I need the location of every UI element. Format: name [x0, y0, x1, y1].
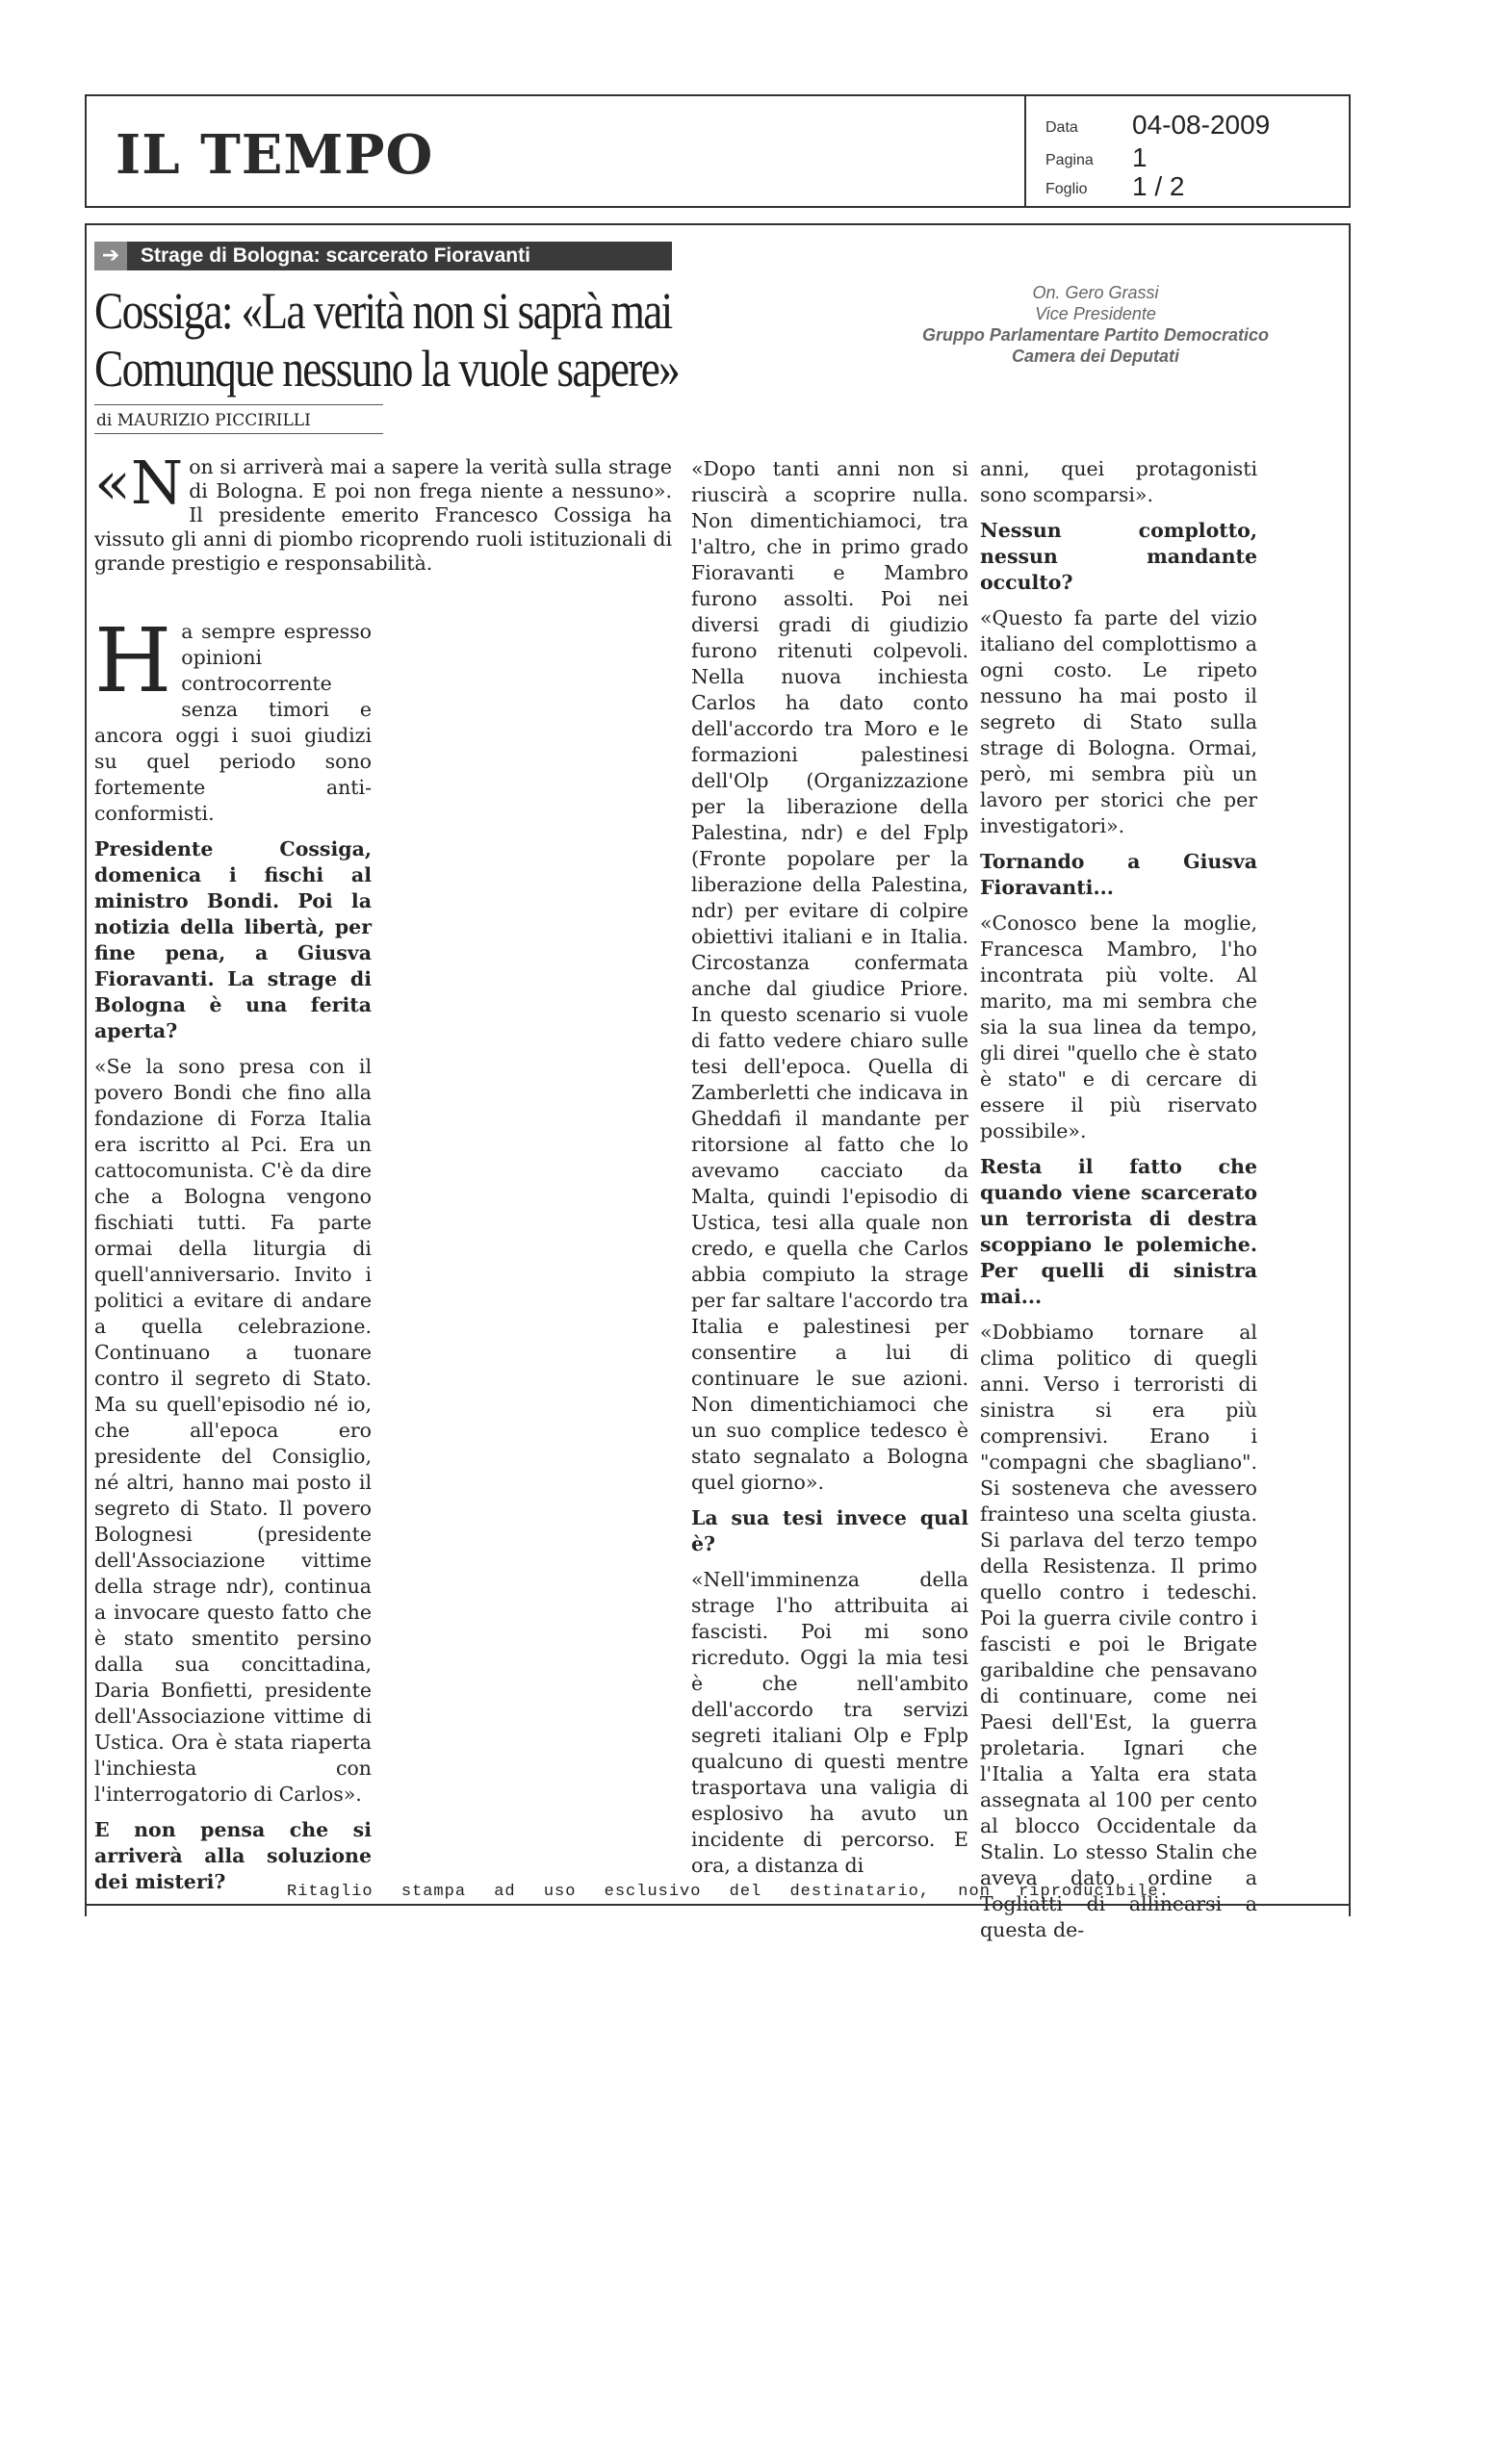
- headline-line-2: Comunque nessuno la vuole sapere»: [94, 340, 680, 398]
- dropcap: H: [94, 609, 172, 712]
- arrow-right-icon: ➔: [94, 242, 127, 270]
- question: Tornando a Giusva Fioravanti...: [980, 850, 1257, 899]
- question: Nessun complotto, nessun mandante occulto?: [980, 519, 1257, 594]
- question: Presidente Cossiga, domenica i fischi al ministro Bondi. Poi la notizia della libertà, per fine pena, a Giusva Fioravanti. La strage di Bologna è una ferita aperta?: [94, 837, 372, 1042]
- meta-pagina-value: 1: [1132, 142, 1148, 172]
- column-1: [94, 609, 372, 1905]
- note-line-1: On. Gero Grassi: [1032, 283, 1159, 302]
- paragraph: anni, quei protagonisti sono scomparsi».: [980, 457, 1257, 506]
- note-line-3: Gruppo Parlamentare Partito Democratico: [921, 325, 1270, 345]
- footer-rule: [85, 1904, 1351, 1906]
- lead-paragraph: [94, 448, 672, 576]
- footer-notice: Ritaglio stampa ad uso esclusivo del destinatario, non riproducibile.: [287, 1883, 1170, 1901]
- paragraph: [94, 609, 372, 827]
- lead-text: on si arriverà mai a sapere la verità sulla strage di Bologna. E poi non frega niente a nessuno». Il presidente emerito Francesco Cossiga ha vissuto gli anni di piombo ricoprendo ruoli istituzionali di grande prestigio e responsabilità.: [94, 455, 672, 575]
- masthead: [85, 94, 1351, 208]
- paragraph-text: a sempre espresso opinioni controcorrente senza timori e ancora oggi i suoi giudizi su quel periodo sono fortemente anti-conformisti.: [94, 620, 372, 825]
- meta-data-value: 04-08-2009: [1132, 110, 1271, 140]
- author-byline: di MAURIZIO PICCIRILLI: [96, 411, 311, 430]
- meta-foglio-label: Foglio: [1045, 181, 1088, 197]
- stamp-note: [874, 282, 1317, 367]
- paragraph: «Nell'imminenza della strage l'ho attribuita ai fascisti. Poi mi sono ricreduto. Oggi la mia tesi è che nell'ambito dell'accordo tra servizi segreti italiani Olp e Fplp qualcuno di questi mentre trasportava una valigia di esplosivo ha avuto un incidente di percorso. E ora, a distanza di: [691, 1568, 968, 1877]
- note-line-2: Vice Presidente: [1035, 304, 1156, 323]
- meta-data-label: Data: [1045, 119, 1078, 136]
- paragraph: «Dopo tanti anni non si riuscirà a scoprire nulla. Non dimentichiamoci, tra l'altro, che in primo grado Fioravanti e Mambro furono assolti. Poi nei diversi gradi di giudizio furono ritenuti colpevoli. Nella nuova inchiesta Carlos ha dato conto dell'accordo tra Moro e le formazioni palestinesi dell'Olp (Organizzazione per la liberazione della Palestina, ndr) e del Fplp (Fronte popolare per la liberazione della Palestina, ndr) per evitare di colpire obiettivi italiani e in Italia. Circostanza confermata anche dal giudice Priore. In questo scenario si vuole di fatto vedere chiaro sulle tesi dell'epoca. Quella di Zamberletti che indicava in Gheddafi il mandante per ritorsione al fatto che lo avevamo cacciato da Malta, quindi l'episodio di Ustica, tesi alla quale non credo, e quella che Carlos abbia compiuto la strage per far saltare l'accordo tra Italia e palestinesi per consentire a lui di continuare le sue azioni. Non dimentichiamoci che un suo complice tedesco è stato segnalato a Bologna quel giorno».: [691, 457, 968, 1494]
- meta-pagina-label: Pagina: [1045, 152, 1094, 168]
- paragraph: «Dobbiamo tornare al clima politico di quegli anni. Verso i terroristi di sinistra si era più comprensivi. Erano i "compagni che sbagliano". Si sosteneva che avessero frainteso una scelta giusta. Si parlava del terzo tempo della Resistenza. Il primo quello contro i tedeschi. Poi la guerra civile contro i fascisti e poi le Brigate garibaldine che pensavano di continuare, come nei Paesi dell'Est, la guerra proletaria. Ignari che l'Italia a Yalta era stata assegnata al 100 per cento al blocco Occidentale da Stalin. Lo stesso Stalin che aveva dato ordine a Togliatti di allinearsi a questa de-: [980, 1321, 1257, 1941]
- newspaper-logo: IL TEMPO: [116, 123, 434, 187]
- question: E non pensa che si arriverà alla soluzione dei misteri?: [94, 1818, 372, 1893]
- headline: [94, 282, 679, 398]
- paragraph: «Se la sono presa con il povero Bondi che fino alla fondazione di Forza Italia era iscritto al Pci. Era un cattocomunista. C'è da dire che a Bologna vengono fischiati tutti. Fa parte ormai della liturgia di quell'anniversario. Invito i politici a evitare di andare a quella celebrazione. Continuano a tuonare contro il segreto di Stato. Ma su quell'episodio né io, che all'epoca ero presidente del Consiglio, né altri, hanno mai posto il segreto di Stato. Il povero Bolognesi (presidente dell'Associazione vittime della strage ndr), continua a invocare questo fatto che è stato smentito persino dalla sua concittadina, Daria Bonfietti, presidente dell'Associazione vittime di Ustica. Ora è stata riaperta l'inchiesta con l'interrogatorio di Carlos».: [94, 1055, 372, 1806]
- question: La sua tesi invece qual è?: [691, 1506, 968, 1555]
- headline-line-1: Cossiga: «La verità non si saprà mai: [94, 282, 672, 340]
- meta-foglio-value: 1 / 2: [1132, 171, 1185, 201]
- paragraph: «Questo fa parte del vizio italiano del complottismo a ogni costo. Le ripeto nessuno ha mai posto il segreto di Stato sulla strage di Bologna. Ormai, però, mi sembra più un lavoro per storici che per investigatori».: [980, 606, 1257, 837]
- column-2: [691, 456, 968, 1888]
- clipping-page: [85, 94, 1351, 1941]
- column-3: [980, 456, 1257, 1953]
- paragraph: «Conosco bene la moglie, Francesca Mambro, l'ho incontrata più volte. Al marito, ma mi sembra che sia la sua linea da tempo, gli direi "quello che è stato è stato" e di cercare di essere il più riservato possibile».: [980, 911, 1257, 1142]
- note-line-4: Camera dei Deputati: [1011, 346, 1180, 366]
- author-rule: [94, 433, 383, 434]
- kicker-bar: [94, 242, 672, 270]
- lead-quote-open: «N: [94, 448, 184, 518]
- author-rule: [94, 404, 383, 405]
- clipping-meta: [1024, 96, 1349, 206]
- question: Resta il fatto che quando viene scarcerato un terrorista di destra scoppiano le polemiche. Per quelli di sinistra mai...: [980, 1155, 1257, 1308]
- kicker-text: Strage di Bologna: scarcerato Fioravanti: [141, 244, 530, 267]
